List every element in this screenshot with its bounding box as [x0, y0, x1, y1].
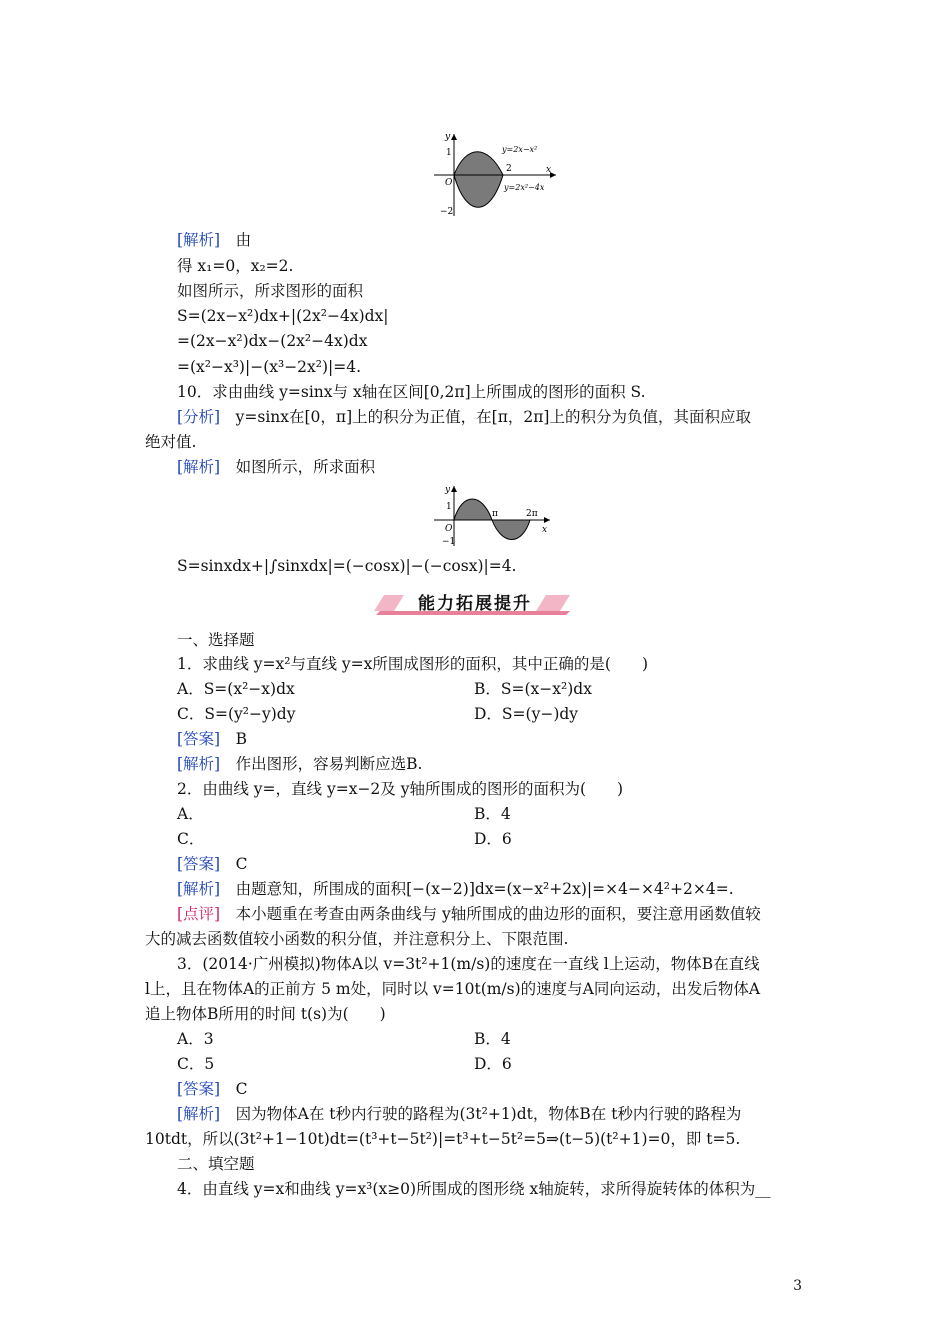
- tick-2pi: 2π: [526, 509, 538, 519]
- origin-label: O: [445, 524, 453, 534]
- explain-2: [解析] 由题意知，所围成的面积[−(x−2)]dx=(x−x²+2x)|=×4−×4²+2×4=.: [177, 880, 734, 898]
- line-2: 得 x₁=0，x₂=2.: [177, 257, 294, 275]
- answer-tag: [答案]: [177, 730, 221, 748]
- line-8: [分析] y=sinx在[0，π]上的积分为正值，在[π，2π]上的积分为负值，其面积应取: [177, 408, 751, 426]
- answer-1: [答案] B: [177, 730, 248, 748]
- question-3c: 追上物体B所用的时间 t(s)为( ): [145, 1005, 386, 1023]
- tick-pi: π: [492, 509, 498, 519]
- option-3c: C．5: [177, 1055, 215, 1073]
- option-2b: B．4: [474, 805, 511, 823]
- option-2c: C．: [177, 830, 205, 848]
- option-1c: C．S=(y²−y)dy: [177, 705, 296, 723]
- question-3: 3．(2014·广州模拟)物体A以 v=3t²+1(m/s)的速度在一直线 l上运动，物体B在直线: [177, 955, 760, 973]
- question-1: 1．求曲线 y=x²与直线 y=x所围成图形的面积，其中正确的是( ): [177, 655, 648, 673]
- option-2d: D．6: [474, 830, 512, 848]
- explain-3b: 10tdt，所以(3t²+1−10t)dt=(t³+t−5t²)|=t³+t−5t²=5⇒(t−5)(t²+1)=0，即 t=5.: [145, 1130, 741, 1148]
- banner-title: 能力拓展提升: [418, 594, 532, 614]
- answer-tag: [答案]: [177, 855, 221, 873]
- origin-label: O: [445, 178, 453, 188]
- answer-2: [答案] C: [177, 855, 248, 873]
- tick-neg2: −2: [440, 207, 454, 217]
- y-axis-arrow-icon: [451, 486, 457, 492]
- tick-2: 2: [506, 164, 512, 174]
- curve-bottom-label: y=2x²−4x: [504, 183, 545, 192]
- question-4: 4．由直线 y=x和曲线 y=x³(x≥0)所围成的图形绕 x轴旋转，求所得旋转体的体积为__: [177, 1180, 771, 1198]
- analysis-tag: [分析]: [177, 408, 221, 426]
- comment-2b: 大的减去函数值较小函数的积分值，并注意积分上、下限范围.: [145, 930, 569, 948]
- shaded-region-positive: [454, 499, 492, 520]
- y-axis-label: y: [445, 485, 451, 495]
- line-3: 如图所示，所求图形的面积: [177, 282, 364, 300]
- section-fill: 二、填空题: [177, 1155, 255, 1173]
- figure-parabola-area: [428, 128, 568, 220]
- line-10: [解析] 如图所示，所求面积: [177, 458, 376, 476]
- analysis-tag: [解析]: [177, 458, 221, 476]
- option-3d: D．6: [474, 1055, 512, 1073]
- explain-3: [解析] 因为物体A在 t秒内行驶的路程为(3t²+1)dt，物体B在 t秒内行驶的路程为: [177, 1105, 742, 1123]
- x-axis-label: x: [542, 525, 548, 535]
- question-10: 10．求由曲线 y=sinx与 x轴在区间[0,2π]上所围成的图形的面积 S.: [177, 383, 646, 401]
- x-axis-label: x: [546, 165, 552, 175]
- analysis-tag: [解析]: [177, 231, 221, 249]
- section-banner: [370, 585, 580, 617]
- option-3b: B．4: [474, 1030, 511, 1048]
- option-1b: B．S=(x−x²)dx: [474, 680, 592, 698]
- option-2a: A．: [177, 805, 204, 823]
- option-3a: A．3: [177, 1030, 214, 1048]
- curve-top-label: y=2x−x²: [502, 145, 538, 154]
- line-5: =(2x−x²)dx−(2x²−4x)dx: [177, 332, 368, 350]
- tick-1: 1: [446, 502, 452, 512]
- option-1d: D．S=(y−)dy: [474, 705, 579, 723]
- figure-sine-area: [430, 482, 560, 550]
- analysis-tag: [解析]: [177, 880, 221, 898]
- question-3b: l上，且在物体A的正前方 5 m处，同时以 v=10t(m/s)的速度与A同向运动，出发后物体A: [145, 980, 761, 998]
- comment-tag: [点评]: [177, 905, 221, 923]
- line-9: 绝对值.: [145, 433, 197, 451]
- shaded-region-negative: [492, 520, 530, 540]
- tick-neg1: −1: [442, 537, 456, 547]
- line-1: [解析] 由: [177, 231, 252, 249]
- y-axis-arrow-icon: [451, 134, 457, 140]
- answer-3: [答案] C: [177, 1080, 248, 1098]
- line-4: S=(2x−x²)dx+|(2x²−4x)dx|: [177, 307, 389, 325]
- tick-1: 1: [446, 148, 452, 158]
- line-11: S=sinxdx+|∫sinxdx|=(−cosx)|−(−cosx)|=4.: [177, 557, 517, 575]
- shaded-region: [454, 152, 503, 208]
- analysis-tag: [解析]: [177, 1105, 221, 1123]
- page-number: 3: [793, 1278, 802, 1294]
- line-6: =(x²−x³)|−(x³−2x²)|=4.: [177, 358, 362, 376]
- x-axis-arrow-icon: [544, 517, 550, 523]
- section-choice: 一、选择题: [177, 631, 255, 649]
- option-1a: A．S=(x²−x)dx: [177, 680, 295, 698]
- analysis-tag: [解析]: [177, 755, 221, 773]
- question-2: 2．由曲线 y=，直线 y=x−2及 y轴所围成的图形的面积为( ): [177, 780, 624, 798]
- answer-tag: [答案]: [177, 1080, 221, 1098]
- comment-2: [点评] 本小题重在考查由两条曲线与 y轴所围成的曲边形的面积，要注意用函数值较: [177, 905, 761, 923]
- explain-1: [解析] 作出图形，容易判断应选B.: [177, 755, 423, 773]
- y-axis-label: y: [445, 132, 451, 142]
